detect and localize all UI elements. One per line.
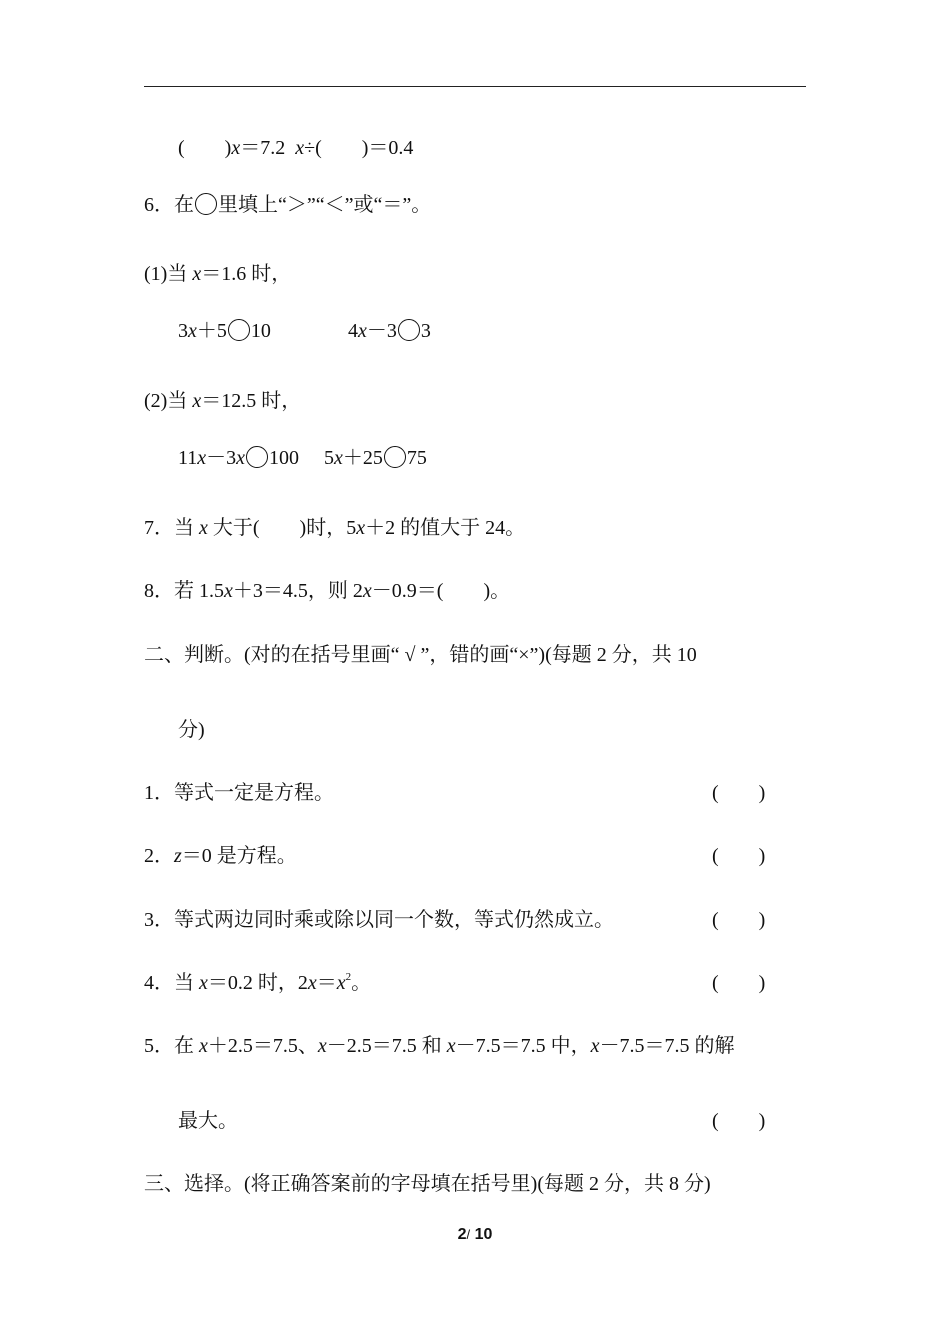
compare-circle[interactable] (398, 319, 420, 341)
judgment-5-continuation: 最大。 (178, 1110, 238, 1132)
judgment-1: 1．等式一定是方程。 (144, 782, 334, 804)
question-6-2-a: 11x－3x 100 (178, 447, 300, 469)
judgment-3: 3．等式两边同时乘或除以同一个数，等式仍然成立。 (144, 909, 614, 931)
answer-paren[interactable]: ( ) (712, 782, 766, 804)
answer-paren[interactable]: ( ) (712, 845, 766, 867)
question-7: 7．当 x 大于( )时，5x＋2 的值大于 24。 (144, 517, 526, 539)
answer-paren[interactable]: ( ) (712, 909, 766, 931)
question-8: 8．若 1.5x＋3＝4.5，则 2x－0.9＝( )。 (144, 580, 511, 602)
header-rule (144, 86, 806, 87)
compare-circle (195, 193, 217, 215)
compare-circle[interactable] (246, 446, 268, 468)
page-number: 2/ 10 (457, 1226, 493, 1243)
question-6: 6．在 里填上“＞”“＜”或“＝”。 (144, 194, 432, 216)
question-6-1-b: 4x－3 3 (348, 320, 431, 342)
compare-circle[interactable] (228, 319, 250, 341)
answer-paren[interactable]: ( ) (712, 1110, 766, 1132)
question-6-2-b: 5x＋25 75 (324, 447, 427, 469)
section-3-heading: 三、选择。(将正确答案前的字母填在括号里)(每题 2 分，共 8 分) (144, 1173, 711, 1195)
question-6-part-2: (2)当 x＝12.5 时， (144, 390, 302, 412)
compare-circle[interactable] (384, 446, 406, 468)
section-2-heading: 二、判断。(对的在括号里画“ √ ”，错的画“×”)(每题 2 分，共 10 (144, 644, 697, 666)
section-2-heading-continuation: 分) (178, 719, 205, 741)
judgment-5: 5．在 x＋2.5＝7.5、x－2.5＝7.5 和 x－7.5＝7.5 中，x－7.5＝7.5 的解 (144, 1035, 735, 1057)
question-6-1-a: 3x＋5 10 (178, 320, 271, 342)
answer-paren[interactable]: ( ) (712, 972, 766, 994)
judgment-4: 4．当 x＝0.2 时，$2x=x^2$。 (144, 971, 372, 994)
question-6-part-1: (1)当 x＝1.6 时， (144, 263, 292, 285)
q5-continuation: ( )x＝7.2 x÷( )＝0.4 (178, 137, 414, 159)
judgment-2: 2．z＝0 是方程。 (144, 845, 297, 867)
